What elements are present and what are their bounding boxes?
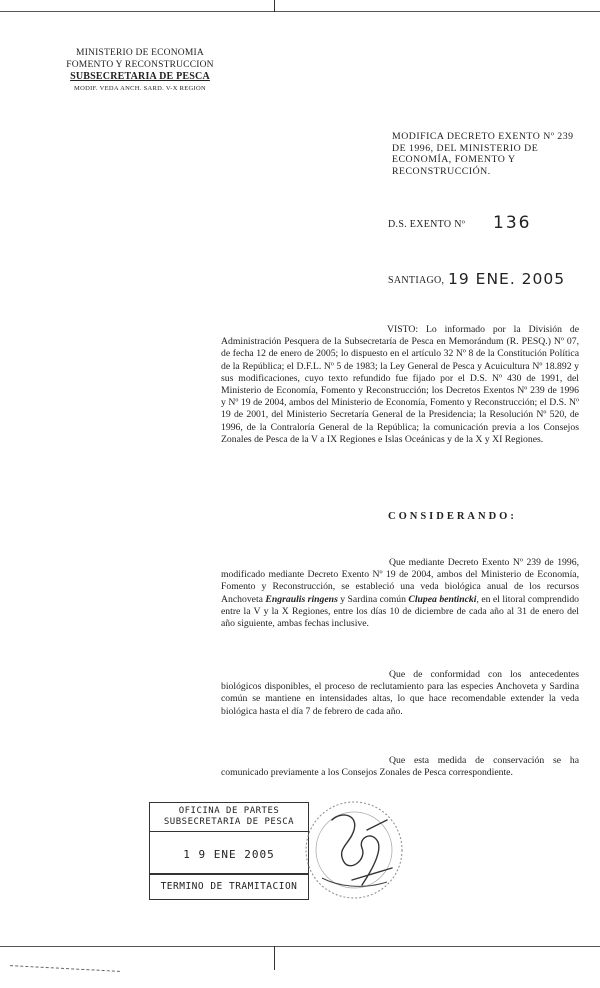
species-anchoveta: Engraulis ringens	[265, 593, 338, 605]
stamp-date: 1 9 ENE 2005	[183, 848, 275, 861]
subject-line-3: ECONOMÍA, FOMENTO Y	[392, 154, 516, 165]
subject-line-2: DE 1996, DEL MINISTERIO DE	[392, 142, 539, 154]
subject-line-4: RECONSTRUCCIÓN.	[392, 165, 491, 177]
bottom-border-line	[0, 946, 600, 947]
oficina-partes-stamp	[149, 802, 309, 900]
decree-label: D.S. EXENTO Nº	[388, 219, 466, 230]
stamp-footer: TERMINO DE TRAMITACION	[160, 881, 298, 892]
institution-header	[50, 48, 230, 94]
c1-text-middle: y Sardina común	[337, 593, 409, 605]
file-reference: MODIF. VEDA ANCH. SARD. V-X REGION	[74, 84, 206, 92]
decree-date: 19 ENE. 2005	[448, 270, 566, 288]
bottom-vertical-mark	[274, 946, 275, 970]
seal-outer-ring	[306, 802, 402, 898]
stamp-subsecretariat: SUBSECRETARIA DE PESCA	[163, 817, 295, 827]
considerando-paragraph-2: Que de conformidad con los antecedentes biológicos disponibles, el proceso de reclutamiento para las especies Anchoveta y Sardina común se mantiene en intensidades altas, lo que hace recomendable extender la veda biológica hasta el día 7 de febrero de cada año.	[221, 669, 579, 717]
subject-line-1: MODIFICA DECRETO EXENTO Nº 239	[392, 131, 574, 142]
c1-text-start: Que mediante Decreto Exento Nº 239 de 1996, modificado mediante Decreto Exento Nº 19 de 2004, ambos del Ministerio de Economía, Fomento y Reconstrucción, se estableció una veda biológica anual de los recursos Anchoveta	[221, 557, 579, 605]
considerando-heading: CONSIDERANDO:	[388, 511, 517, 522]
ministry-subname: FOMENTO Y RECONSTRUCCION	[66, 59, 214, 70]
date-label: SANTIAGO,	[388, 275, 445, 286]
considerando-paragraph-3: Que esta medida de conservación se ha comunicado previamente a los Consejos Zonales de Pesca correspondiente.	[221, 755, 579, 779]
bottom-dashed-mark	[10, 965, 120, 972]
top-vertical-mark	[274, 0, 275, 12]
stamp-office: OFICINA DE PARTES	[178, 806, 280, 816]
top-border-line	[0, 11, 600, 12]
c1-text-end: , en el litoral comprendido entre la V y la X Regiones, entre los días 10 de diciembre de cada año al 31 de enero del año siguiente, ambas fechas inclusive.	[221, 593, 580, 630]
stamp-divider-top	[150, 831, 308, 832]
ministry-name: MINISTERIO DE ECONOMIA	[76, 48, 204, 58]
decree-number: 136	[493, 213, 532, 233]
official-seal-signature	[292, 790, 432, 910]
subsecretariat-name: SUBSECRETARIA DE PESCA	[70, 71, 210, 82]
stamp-divider-bottom	[150, 873, 308, 875]
considerando-paragraph-1	[221, 557, 579, 630]
species-sardina: Clupea bentincki	[408, 593, 477, 605]
decree-subject	[392, 131, 582, 177]
visto-paragraph: VISTO: Lo informado por la División de Administración Pesquera de la Subsecretaría de Pesca en Memorándum (R. PESQ.) Nº 07, de fecha 12 de enero de 2005; lo dispuesto en el artículo 32 Nº 8 de la Constitución Política de la República; el D.F.L. Nº 5 de 1983; la Ley General de Pesca y Acuicultura Nº 18.892 y sus modificaciones, cuyo texto refundido fue fijado por el D.S. Nº 430 de 1991, del Ministerio de Economía, Fomento y Reconstrucción; los Decretos Exentos Nº 239 de 1996 y Nº 19 de 2004, ambos del Ministerio de Economía, Fomento y Reconstrucción; el D.S. Nº 19 de 2001, del Ministerio Secretaría General de la Presidencia; la Resolución Nº 520, de 1996, de la Contraloría General de la República; la comunicación previa a los Consejos Zonales de Pesca de la V a IX Regiones e Islas Oceánicas y de la X y XI Regiones.	[221, 324, 579, 445]
